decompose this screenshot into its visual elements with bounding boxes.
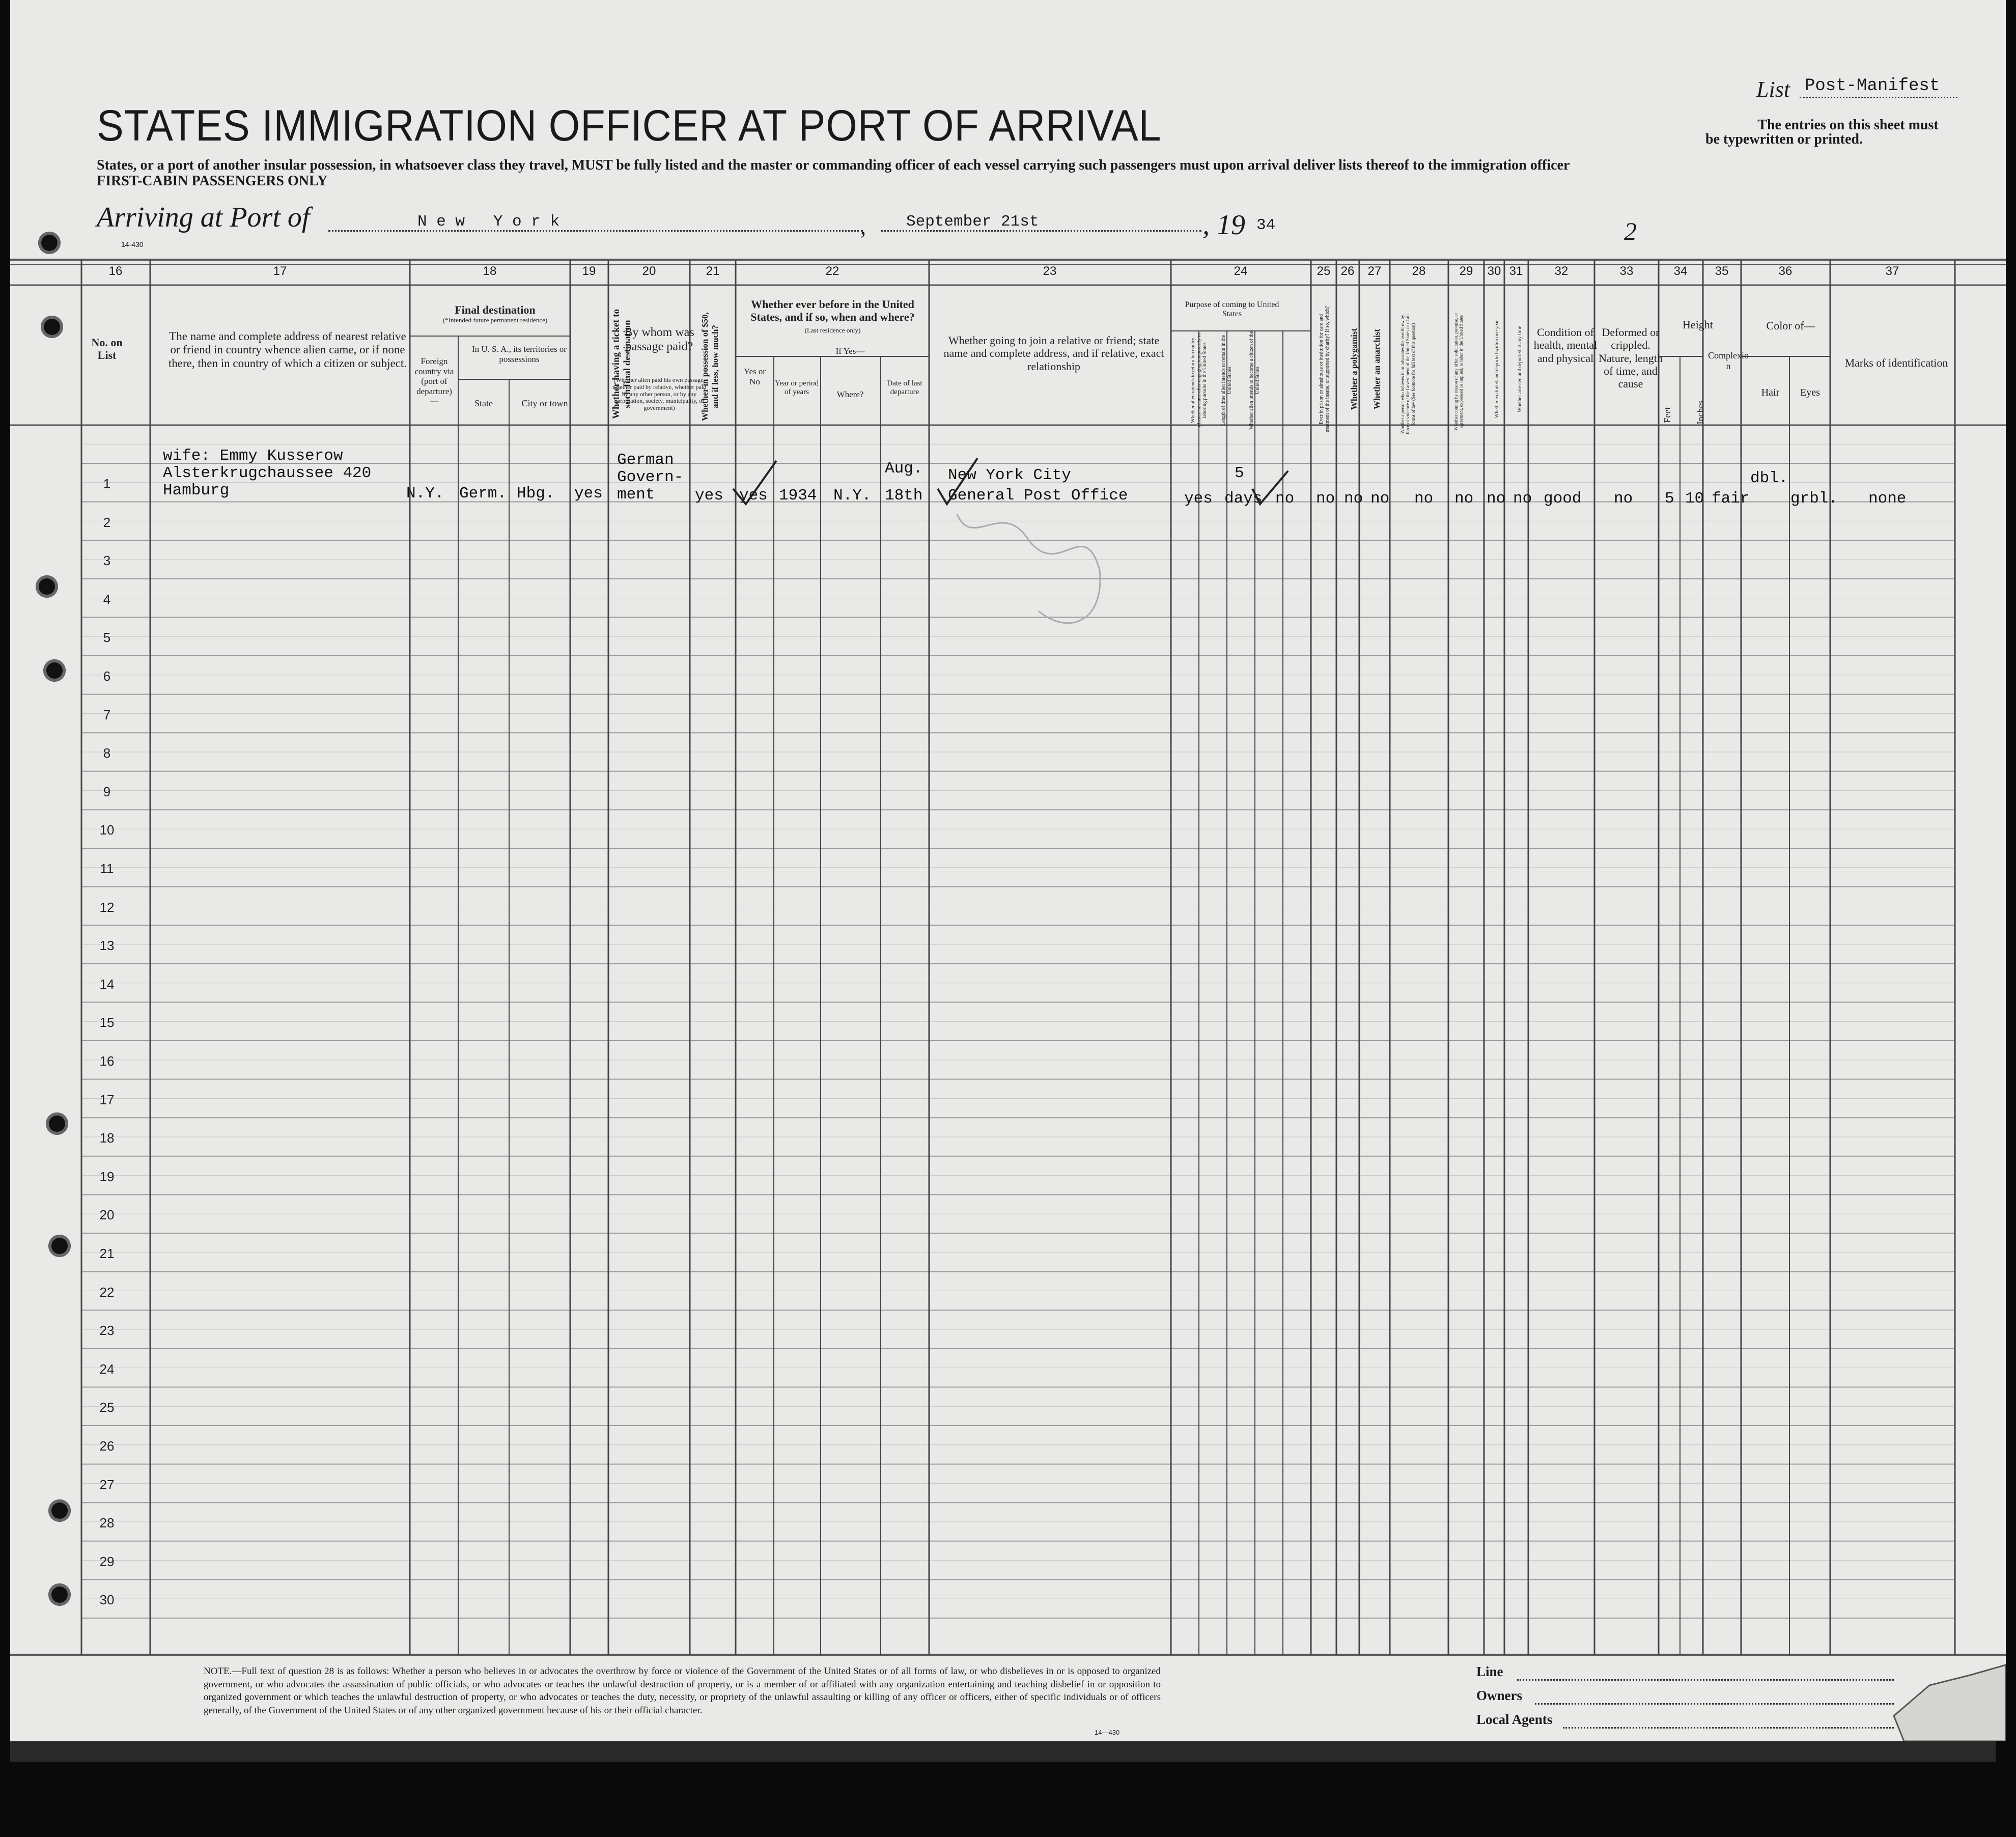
entry-purpose-length-2: days [1224,490,1263,508]
header-c22-note: (Last residence only) [804,326,861,334]
entry-before-year: 1934 [779,487,817,505]
entry-join-2: General Post Office [948,487,1128,505]
torn-corner [1884,1645,2006,1741]
column-number: 29 [1459,264,1473,278]
header-c24-a: Whether alien intends to return to country whence he came after engaging temporarily in laboring pursuits in the United States [1190,333,1208,428]
header-c22-ifyes: If Yes— [835,346,865,356]
binding-hole [48,1583,71,1606]
header-c22-yesno: Yes or No [743,367,766,386]
entry-relative-line-1: wife: Emmy Kusserow [163,447,343,465]
header-c37: Marks of identification [1844,356,1948,369]
header-c36: Color of— [1766,319,1815,332]
entry-join-1: New York City [948,466,1071,484]
binding-hole [46,1112,68,1135]
entry-c27: no [1370,490,1390,508]
row-number: 25 [99,1400,115,1415]
header-c36-eyes: Eyes [1800,387,1820,398]
column-number: 30 [1487,264,1501,278]
header-c18-foreign: Foreign country via (port of departure)— [414,356,454,406]
header-c25: Ever in prison or almshouse or institution for care and treatment of the insane, or supported by charity? If so, which? [1319,305,1330,433]
year-prefix: , 19 [1202,209,1245,241]
list-label: List [1756,77,1790,102]
check-mark-c23 [938,458,977,504]
footnote: NOTE.—Full text of question 28 is as follows: Whether a person who believes in or advocates the overthrow by force or violence of the Government of the United States or of all forms of law, or who disbelieves in or is opposed to organized government, or who advocates the assassination of public officials, or who advocates or teaches the unlawful destruction of property, or is a member of or affiliated with any organization entertaining and teaching disbelief in or opposition to organized government or which teaches the unlawful destruction of property, or who advocates or teaches the duty, necessity, or propriety of the unlawful assaulting or killing of any officer or officers, either of specific individuals or of officers generally, of the Government of the United States or of any other organized government because of his or their official character. [204,1666,1161,1716]
entry-paid-by-2: Govern- [617,468,684,486]
header-c28: Whether a person who believes in or advocates the overthrow by force or violence of the Government of the United States or of all forms of law (See footnote for full text of this question) [1400,314,1416,434]
sheet-edge-shadow [10,1741,1996,1762]
check-marks [10,0,2006,713]
row-number: 20 [99,1207,115,1223]
header-c34-feet: Feet [1662,407,1672,423]
arriving-label: Arriving at Port of [97,202,310,233]
header-c18-usa: In U. S. A., its territories or possessions [471,344,567,364]
column-number: 20 [642,264,656,278]
header-c18-state: State [474,398,493,408]
binding-hole [36,575,58,598]
header-c17: The name and complete address of nearest relative or friend in country whence alien came, or if none there, then in country of which a citizen or subject. [168,330,407,370]
binding-hole [38,232,61,254]
column-number: 36 [1778,264,1793,278]
row-number: 19 [99,1168,115,1184]
faint-pencil-mark [957,514,1100,623]
column-number: 22 [825,264,839,278]
column-number: 16 [108,264,123,278]
header-c20-note: (Whether alien paid his own passage, whether paid by relative, whether paid by any other person, or by any corporation, society, municipality, or government) [612,376,707,412]
binding-hole [41,316,63,338]
instruction-line-2: be typewritten or printed. [1705,131,1863,147]
entry-eyes: grbl. [1790,490,1838,508]
entry-money: yes [695,487,723,505]
entry-purpose-return: yes [1184,490,1213,508]
column-number: 31 [1509,264,1523,278]
row-number: 27 [99,1477,115,1492]
row-number: 30 [99,1592,115,1608]
row-number: 2 [103,514,111,530]
header-c23: Whether going to join a relative or friend; state name and complete address, and if relative, exact relationship [943,334,1164,373]
column-number: 17 [273,264,287,278]
header-c22-year: Year or period of years [775,379,819,397]
header-c36-hair: Hair [1761,387,1780,398]
row-number: 22 [99,1284,115,1300]
row-number: 6 [103,669,111,684]
row-number: 4 [103,591,111,607]
entry-before-yes-no: yes [739,487,768,505]
column-number: 23 [1043,264,1057,278]
entry-c29: no [1454,490,1474,508]
header-c16: No. on List [91,336,123,362]
entry-c25: no [1316,490,1335,508]
row-number: 10 [99,822,115,838]
column-number: 35 [1715,264,1729,278]
check-mark-c22 [733,461,776,504]
header-c29: Whether coming by reason of any offer, solicitation, promise, or agreement, expressed or implied, to labor in the United States [1453,313,1464,431]
entry-foreign-country: N.Y. [406,485,444,503]
header-c27: Whether an anarchist [1372,328,1382,410]
form-code-bottom: 14—430 [1095,1729,1120,1736]
agents-underline [1563,1727,1894,1729]
local-agents-label: Local Agents [1476,1712,1553,1727]
owners-label: Owners [1476,1688,1522,1703]
column-number: 33 [1619,264,1634,278]
check-mark-c24 [1252,471,1288,504]
entry-before-date-1: Aug. [885,460,923,478]
column-number: 37 [1885,264,1899,278]
entry-purpose-citizen: no [1275,490,1295,508]
header-c31: Whether arrested and deported at any time [1517,326,1523,412]
entry-ticket: yes [574,485,603,503]
port-value: N e w Y o r k [417,213,560,231]
binding-hole [48,1499,71,1522]
entry-paid-by-1: German [617,451,674,469]
entry-marks: none [1868,490,1907,508]
manifest-sheet [10,0,2006,1741]
row-number: 26 [99,1438,115,1454]
row-number: 8 [103,745,111,761]
row-number: 18 [99,1130,115,1146]
row-number: 1 [103,476,111,491]
binding-hole [48,1235,71,1257]
row-number: 17 [99,1092,115,1107]
form-code-top: 14-430 [121,240,144,248]
header-c22: Whether ever before in the United States, and if so, when and where? [750,298,915,324]
owners-underline [1535,1703,1894,1705]
row-number: 15 [99,1015,115,1031]
entry-c26: no [1344,490,1363,508]
comma-1: , [860,214,866,239]
row-number: 28 [99,1515,115,1531]
row-number: 29 [99,1553,115,1569]
column-number: 18 [483,264,497,278]
entry-hair: dbl. [1750,469,1788,487]
column-number: 21 [706,264,720,278]
row-number: 12 [99,899,115,915]
row-number: 14 [99,976,115,992]
header-c30: Whether excluded and deported within one year [1494,320,1500,419]
header-c18-city: City or town [521,398,568,408]
row-number: 23 [99,1323,115,1339]
header-c24-b: Length of time alien intends to remain in the United States [1221,335,1233,426]
entry-city: Hbg. [517,485,555,503]
entry-relative-line-3: Hamburg [163,482,230,499]
entry-c31: no [1513,490,1532,508]
entry-deformed: no [1614,490,1633,508]
header-c24-c: Whether alien intends to become a citizen of the United States [1249,331,1261,430]
page-number: 2 [1624,217,1637,245]
row-number: 13 [99,938,115,954]
year-prefix-text: 19 [1217,209,1245,241]
header-c34: Height [1683,318,1713,331]
line-label: Line [1476,1664,1503,1679]
header-c22-date: Date of last departure [887,379,922,397]
list-value: Post-Manifest [1805,76,1940,96]
column-number: 34 [1673,264,1688,278]
entry-c28: no [1414,490,1434,508]
row-number: 3 [103,553,111,569]
column-number: 19 [582,264,596,278]
header-c26: Whether a polygamist [1349,328,1359,410]
column-number: 24 [1234,264,1248,278]
header-c32: Condition of health, mental and physical [1533,326,1598,365]
line-underline [1517,1679,1894,1681]
header-c35: Complexion [1708,350,1749,371]
row-number: 11 [100,861,114,876]
instruction-line-1: The entries on this sheet must [1757,117,1939,133]
header-c18-note: (*Intended future permanent residence) [442,316,548,324]
entry-before-date-2: 18th [885,487,923,505]
class-line: FIRST-CABIN PASSENGERS ONLY [97,173,328,189]
page-title: STATES IMMIGRATION OFFICER AT PORT OF ARRIVAL [97,101,1162,150]
binding-hole [43,659,66,682]
row-number: 24 [99,1361,115,1377]
year-suffix: 34 [1256,216,1276,234]
header-c24: Purpose of coming to United States [1185,300,1279,319]
entry-relative-line-2: Alsterkrugchaussee 420 [163,464,372,482]
header-c33: Deformed or crippled. Nature, length of time, and cause [1599,326,1663,391]
header-c19: Whether having a ticket to such final destination [611,309,633,420]
entry-paid-by-3: ment [617,486,655,504]
row-number: 7 [103,707,111,722]
date-value: September 21st [906,213,1039,231]
header-c18: Final destination [455,303,536,316]
entry-height-inches: 10 [1685,490,1704,508]
column-number: 25 [1317,264,1331,278]
column-number: 32 [1554,264,1569,278]
entry-c30: no [1487,490,1506,508]
row-number: 21 [99,1246,115,1261]
entry-purpose-length-1: 5 [1235,464,1244,482]
entry-state: Germ. [459,485,507,503]
header-c34-inches: Inches [1695,400,1705,425]
column-number: 26 [1340,264,1355,278]
column-number: 28 [1412,264,1426,278]
subtitle: States, or a port of another insular possession, in whatsoever class they travel, MUST be fully listed and the master or commanding officer of each vessel carrying such passengers must upon arrival deliver lists thereof to the immigration officer [97,157,1570,173]
column-number: 27 [1367,264,1382,278]
entry-complexion: fair [1712,490,1750,508]
row-number: 16 [99,1053,115,1069]
row-number: 9 [103,784,111,799]
header-c20: By whom was passage paid? [624,326,694,353]
header-c22-where: Where? [836,389,864,399]
entry-height-feet: 5 [1665,490,1674,508]
header-c21: Whether in possession of $50, and if less, how much? [700,312,720,421]
row-number: 5 [103,630,111,646]
entry-health: good [1544,490,1582,508]
entry-before-where: N.Y. [833,487,872,505]
